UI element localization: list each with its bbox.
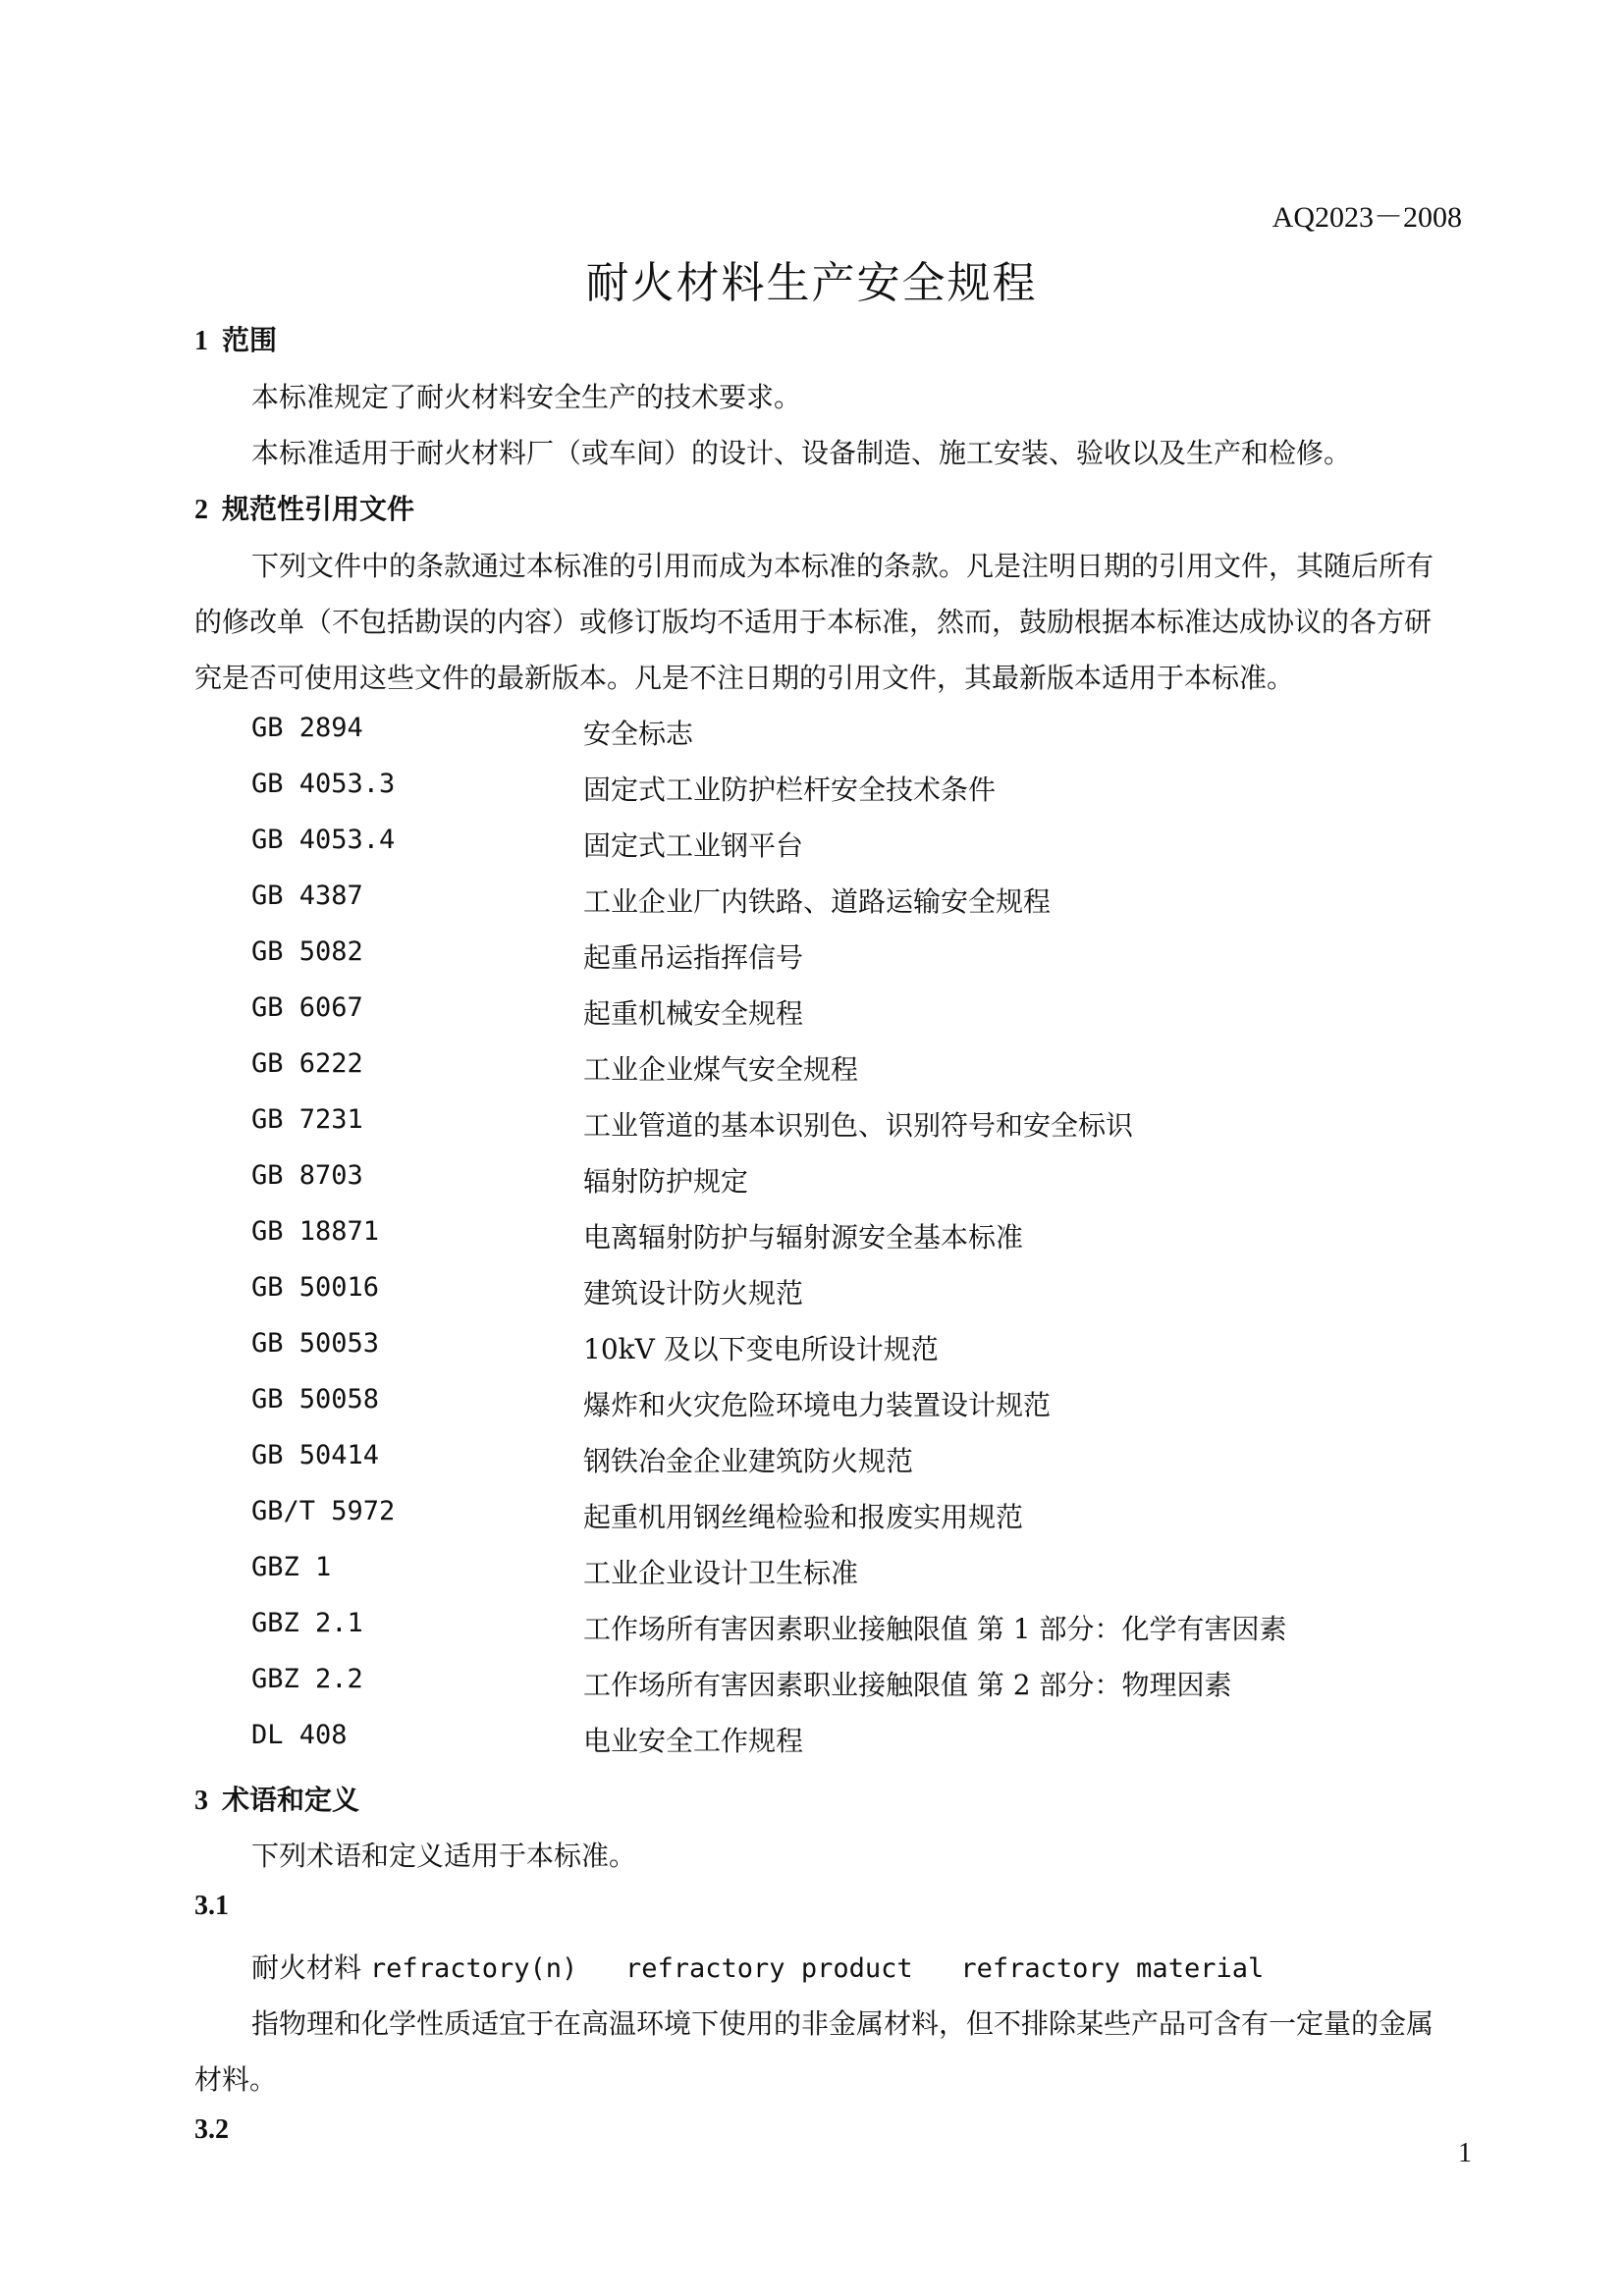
reference-code: GB 7231	[251, 1104, 363, 1135]
paragraph-line: 究是否可使用这些文件的最新版本。凡是不注日期的引用文件，其最新版本适用于本标准。	[194, 662, 1295, 694]
definition-line: 指物理和化学性质适宜于在高温环境下使用的非金属材料，但不排除某些产品可含有一定量的金属	[251, 2007, 1434, 2040]
reference-code: GB 18871	[251, 1216, 380, 1247]
reference-code: GB 50053	[251, 1328, 380, 1359]
section-title: 范围	[222, 324, 278, 356]
page-number: 1	[1458, 2138, 1472, 2168]
reference-title: 固定式工业钢平台	[583, 829, 804, 862]
reference-code: GB 50414	[251, 1440, 380, 1470]
paragraph: 本标准适用于耐火材料厂（或车间）的设计、设备制造、施工安装、验收以及生产和检修。	[251, 437, 1352, 469]
paragraph: 下列术语和定义适用于本标准。	[251, 1840, 637, 1872]
reference-code: GB 6067	[251, 992, 363, 1023]
reference-code: GB 4387	[251, 881, 363, 911]
reference-code: DL 408	[251, 1720, 348, 1750]
paragraph: 本标准规定了耐火材料安全生产的技术要求。	[251, 381, 802, 413]
reference-title: 电离辐射防护与辐射源安全基本标准	[583, 1221, 1024, 1254]
reference-title: 工业管道的基本识别色、识别符号和安全标识	[583, 1109, 1134, 1142]
paragraph-line: 的修改单（不包括勘误的内容）或修订版均不适用于本标准，然而，鼓励根据本标准达成协议的各方研	[194, 606, 1433, 638]
reference-title: 工业企业煤气安全规程	[583, 1053, 859, 1086]
reference-title: 辐射防护规定	[583, 1165, 749, 1198]
reference-code: GB 4053.4	[251, 825, 396, 855]
reference-title: 工业企业厂内铁路、道路运输安全规程	[583, 885, 1052, 918]
reference-title: 工作场所有害因素职业接触限值 第 1 部分：化学有害因素	[583, 1613, 1287, 1645]
section-2-heading	[194, 488, 414, 527]
reference-code: GB 5082	[251, 936, 363, 967]
term-english: refractory(n) refractory product refractory material	[369, 1953, 1265, 1984]
reference-code: GB 2894	[251, 713, 363, 743]
subsection-number: 3.2	[194, 2114, 229, 2145]
term-line	[251, 1947, 1264, 1986]
reference-code: GB 50016	[251, 1272, 380, 1303]
section-number: 1	[194, 326, 208, 356]
reference-title: 爆炸和火灾危险环境电力装置设计规范	[583, 1389, 1052, 1421]
reference-code: GB 8703	[251, 1160, 363, 1191]
page-title: 耐火材料生产安全规程	[585, 258, 1038, 308]
section-1-heading	[194, 319, 277, 358]
reference-code: GB 50058	[251, 1384, 380, 1415]
reference-title: 固定式工业防护栏杆安全技术条件	[583, 774, 997, 806]
section-3-heading	[194, 1779, 359, 1818]
reference-code: GBZ 1	[251, 1552, 332, 1582]
reference-code: GB 4053.3	[251, 769, 396, 799]
reference-title: 起重机械安全规程	[583, 997, 804, 1030]
reference-code: GB 6222	[251, 1048, 363, 1079]
section-number: 2	[194, 495, 208, 525]
reference-code: GB/T 5972	[251, 1496, 396, 1526]
document-code: AQ2023－2008	[1271, 201, 1462, 234]
reference-title: 10kV 及以下变电所设计规范	[583, 1333, 939, 1365]
subsection-number: 3.1	[194, 1891, 229, 1921]
reference-title: 起重吊运指挥信号	[583, 941, 804, 974]
reference-title: 安全标志	[583, 718, 694, 750]
term-chinese: 耐火材料	[251, 1951, 362, 1984]
reference-code: GBZ 2.1	[251, 1608, 363, 1638]
definition-line: 材料。	[194, 2063, 278, 2096]
reference-code: GBZ 2.2	[251, 1664, 363, 1694]
paragraph-line: 下列文件中的条款通过本标准的引用而成为本标准的条款。凡是注明日期的引用文件，其随后所有	[251, 550, 1434, 582]
section-title: 术语和定义	[222, 1784, 360, 1816]
reference-title: 起重机用钢丝绳检验和报废实用规范	[583, 1501, 1024, 1533]
section-title: 规范性引用文件	[222, 493, 415, 525]
reference-title: 工作场所有害因素职业接触限值 第 2 部分：物理因素	[583, 1669, 1232, 1701]
section-number: 3	[194, 1786, 208, 1816]
reference-title: 工业企业设计卫生标准	[583, 1557, 859, 1589]
reference-title: 钢铁冶金企业建筑防火规范	[583, 1445, 914, 1477]
reference-title: 电业安全工作规程	[583, 1725, 804, 1757]
reference-title: 建筑设计防火规范	[583, 1277, 804, 1309]
